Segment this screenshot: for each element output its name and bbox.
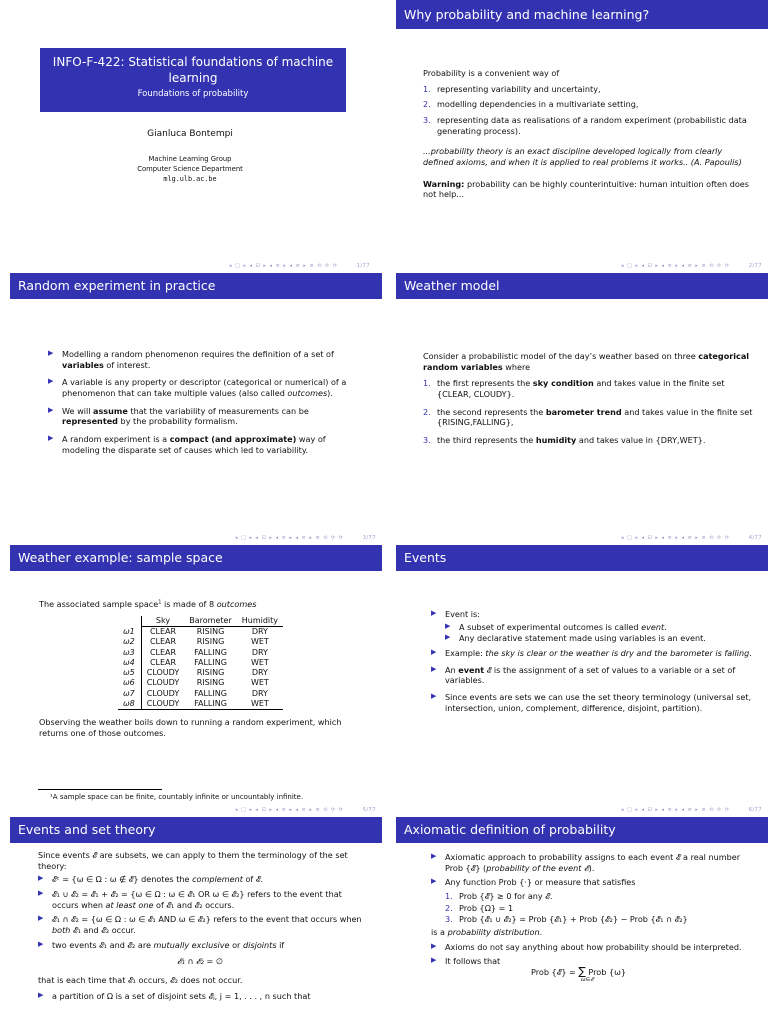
page-number: 6/77 [748, 807, 762, 813]
list-item: 1. the first represents the sky condition and takes value in the finite set {CLEAR, CLOUDY}. [423, 378, 725, 400]
outro-text: that is each time that 𝓔₁ occurs, 𝓔₂ does not occur. [38, 975, 243, 986]
author: Gianluca Bontempi [147, 129, 233, 139]
list-item: 1. Prob {𝓔} ≥ 0 for any 𝓔. [445, 891, 553, 902]
table-cell: DRY [251, 688, 268, 698]
navigation-icons[interactable]: ◂ □ ▸ ◂ ⊡ ▸ ◂ ≡ ▸ ◂ ≡ ▸ ≡ ⟲ ⟳ ⟳ [621, 807, 730, 813]
slide-title-bar: Random experiment in practice [10, 273, 382, 299]
slide-6 [396, 545, 768, 816]
table-cell: WET [250, 678, 269, 688]
table-row [118, 668, 283, 678]
slide-4 [396, 273, 768, 544]
table-cell: CLOUDY [141, 699, 184, 710]
list-item: ▶ Event is: ▶ A subset of experimental outcomes is called event. ▶ Any declarative statement made using variables is an event. [431, 609, 754, 644]
list-item: ▶ A random experiment is a compact (and approximate) way of modeling the disparate set of causes which led to variability. [48, 434, 362, 455]
slide-content [431, 609, 754, 719]
list-item: ▶ An event 𝓔 is the assignment of a set of values to a variable or a set of variables. [431, 665, 754, 686]
list-item: ▶ 𝓔₁ ∩ 𝓔₂ = {ω ∈ Ω : ω ∈ 𝓔₁ AND ω ∈ 𝓔₂} refers to the event that occurs when both 𝓔₁ and 𝓔₂ occur. [38, 914, 362, 935]
list-item: 3. the third represents the humidity and takes value in {DRY,WET}. [423, 435, 706, 446]
warning: Warning: probability can be highly counterintuitive: human intuition often does not help... [423, 178, 749, 200]
outcome-label: ω7 [118, 689, 141, 699]
distribution-text: is a probability distribution. [431, 927, 543, 938]
list-item: 2. the second represents the barometer trend and takes value in the finite set {RISING,FALLING}, [423, 406, 753, 428]
list-item: 1. representing variability and uncertainty, [423, 83, 601, 94]
navigation-icons[interactable]: ◂ □ ▸ ◂ ⊡ ▸ ◂ ≡ ▸ ◂ ≡ ▸ ≡ ⟲ ⟳ ⟳ [621, 263, 730, 269]
footnote-rule [38, 789, 162, 790]
page-number: 4/77 [748, 535, 762, 541]
list-item: ▶ Any function Prob {·} or measure that satisfies 1. Prob {𝓔} ≥ 0 for any 𝓔. 2. Prob {Ω} = 1 3. Prob {𝓔₁ ∪ 𝓔₂} = Prob {𝓔₁} + Prob {𝓔₂} − Prob {𝓔₁ ∩ 𝓔₂} is a probability distribution. [431, 877, 754, 937]
bullet-list [431, 852, 754, 967]
table-row [118, 689, 283, 699]
bullet-list [38, 991, 362, 1002]
table-row [118, 627, 283, 638]
numbered-list [423, 378, 754, 445]
slide-content [423, 351, 754, 451]
list-item: ▶ Since events are sets we can use the set theory terminology (universal set, intersection, union, complement, difference, disjoint, partition). [431, 692, 754, 713]
slide-title-bar: Events [396, 545, 768, 571]
slide-title-line2: learning [168, 71, 218, 85]
numbered-list [445, 891, 754, 925]
slide-3 [10, 273, 382, 544]
intro-text: Since events 𝓔 are subsets, we can apply to them the terminology of the set theory: [38, 850, 348, 871]
intro-text: The associated sample space$^1$ is made of 8 outcomes [39, 599, 257, 609]
table-cell: WET [237, 699, 283, 710]
list-item: ▶ Axiomatic approach to probability assigns to each event 𝓔 a real number Prob {𝓔} (probability of the event 𝓔). [431, 852, 754, 873]
list-item: ▶ A subset of experimental outcomes is called event. [445, 622, 754, 633]
slide-title-bar: Events and set theory [10, 817, 382, 843]
table-row [118, 678, 283, 688]
table-cell: WET [250, 657, 269, 667]
table-cell: CLEAR [149, 627, 177, 637]
table-cell: DRY [251, 647, 268, 657]
table-cell: CLOUDY [146, 678, 180, 688]
list-item: ▶ two events 𝓔₁ and 𝓔₂ are mutually exclusive or disjoints if [38, 940, 362, 951]
outcome-label: ω6 [118, 678, 141, 688]
slide-title-bar: Weather model [396, 273, 768, 299]
list-item: ▶ A variable is any property or descriptor (categorical or numerical) of a phenomenon that can take multiple values (also called outcomes). [48, 377, 362, 398]
column-header: Barometer [184, 616, 236, 627]
list-item: ▶ Axioms do not say anything about how probability should be interpreted. [431, 942, 754, 953]
slide-1 [4, 0, 376, 272]
list-item: 3. Prob {𝓔₁ ∪ 𝓔₂} = Prob {𝓔₁} + Prob {𝓔₂} − Prob {𝓔₁ ∩ 𝓔₂} [445, 914, 688, 925]
table-cell: CLEAR [149, 647, 177, 657]
outcome-label: ω8 [118, 699, 141, 710]
intro-text: Probability is a convenient way of [423, 68, 560, 78]
outcome-label: ω1 [118, 627, 141, 638]
table-row [118, 658, 283, 668]
slide-2 [396, 0, 768, 272]
list-item: ▶ 𝓔₁ ∪ 𝓔₂ = 𝓔₁ + 𝓔₂ = {ω ∈ Ω : ω ∈ 𝓔₁ OR ω ∈ 𝓔₂} refers to the event that occurs when at least one of 𝓔₁ and 𝓔₂ occurs. [38, 889, 362, 910]
table-cell: CLEAR [149, 637, 177, 647]
table-header-row [118, 616, 283, 627]
outcome-label: ω3 [118, 648, 141, 658]
outcome-label: ω2 [118, 637, 141, 647]
outcome-label: ω4 [118, 658, 141, 668]
table-cell: RISING [196, 637, 225, 647]
slide-subtitle: Foundations of probability [137, 89, 249, 99]
slide-content [431, 852, 754, 989]
table-cell: WET [250, 637, 269, 647]
intro-text: Consider a probabilistic model of the day’s weather based on three categorical random variables where [423, 351, 750, 372]
page-number: 1/77 [356, 263, 370, 269]
bullet-list [48, 349, 362, 455]
slide-title-bar: Why probability and machine learning? [396, 0, 768, 29]
sum-equation: Prob {𝓔} = ∑ Prob {ω} ω∈𝓔 [531, 965, 627, 984]
table-row [118, 637, 283, 647]
list-item: ▶ We will assume that the variability of measurements can be represented by the probability formalism. [48, 406, 362, 427]
list-item: ▶ Example: the sky is clear or the weather is dry and the barometer is falling. [431, 648, 754, 659]
table-cell: CLEAR [149, 657, 177, 667]
table-cell: FALLING [194, 647, 227, 657]
table-cell: FALLING [184, 699, 236, 710]
page-number: 5/77 [362, 807, 376, 813]
slide-title-bar: Weather example: sample space [10, 545, 382, 571]
list-item: ▶ Modelling a random phenomenon requires the definition of a set of variables of interest. [48, 349, 362, 370]
navigation-icons[interactable]: ◂ □ ▸ ◂ ⊡ ▸ ◂ ≡ ▸ ◂ ≡ ▸ ≡ ⟲ ⟳ ⟳ [235, 807, 344, 813]
slide-7 [10, 817, 382, 1024]
navigation-icons[interactable]: ◂ □ ▸ ◂ ⊡ ▸ ◂ ≡ ▸ ◂ ≡ ▸ ≡ ⟲ ⟳ ⟳ [229, 263, 338, 269]
slide-content [38, 850, 362, 1007]
list-item: 2. modelling dependencies in a multivariate setting, [423, 99, 639, 110]
list-item: ▶ It follows that [431, 956, 754, 967]
outcome-label: ω5 [118, 668, 141, 678]
disjoint-equation: 𝓔₁ ∩ 𝓔₂ = ∅ [177, 956, 223, 967]
list-item: 3. representing data as realisations of a random experiment (probabilistic data generating process). [423, 115, 747, 136]
navigation-icons[interactable]: ◂ □ ▸ ◂ ⊡ ▸ ◂ ≡ ▸ ◂ ≡ ▸ ≡ ⟲ ⟳ ⟳ [621, 535, 730, 541]
navigation-icons[interactable]: ◂ □ ▸ ◂ ⊡ ▸ ◂ ≡ ▸ ◂ ≡ ▸ ≡ ⟲ ⟳ ⟳ [235, 535, 344, 541]
table-cell: RISING [196, 627, 225, 637]
table-row [118, 699, 283, 710]
table-cell: CLOUDY [146, 688, 180, 698]
institution-url[interactable]: mlg.ulb.ac.be [163, 175, 217, 183]
table-cell: DRY [251, 627, 268, 637]
institution-2: Computer Science Department [137, 165, 243, 173]
title-box [40, 48, 346, 112]
slide-title-bar: Axiomatic definition of probability [396, 817, 768, 843]
table-cell: FALLING [194, 657, 227, 667]
numbered-list [423, 84, 754, 137]
footnote: ¹A sample space can be finite, countably infinite or uncountably infinite. [50, 793, 304, 801]
table-cell: FALLING [194, 688, 227, 698]
slide-content [39, 599, 362, 738]
table-row [118, 648, 283, 658]
list-item: ▶ a partition of Ω is a set of disjoint sets 𝓔ⱼ, j = 1, . . . , n such that [38, 991, 362, 1002]
list-item: ▶ Any declarative statement made using variables is an event. [445, 633, 754, 644]
table-cell: RISING [196, 678, 225, 688]
table-cell: CLOUDY [146, 668, 180, 678]
table-cell: DRY [251, 668, 268, 678]
page-number: 2/77 [748, 263, 762, 269]
outro-text: Observing the weather boils down to running a random experiment, which returns one of those outcomes. [39, 717, 342, 738]
slide-title-line1: INFO-F-422: Statistical foundations of machine [52, 55, 334, 69]
sub-bullet-list [445, 622, 754, 644]
bullet-list [38, 874, 362, 950]
slide-5 [10, 545, 382, 816]
sample-space-table [118, 616, 283, 710]
list-item: ▶ 𝓔ᶜ = {ω ∈ Ω : ω ∉ 𝓔} denotes the complement of 𝓔. [38, 874, 362, 885]
slide-content [423, 68, 754, 200]
column-header: Humidity [237, 616, 283, 627]
list-item: 2. Prob {Ω} = 1 [445, 902, 514, 913]
page-number: 3/77 [362, 535, 376, 541]
bullet-list [431, 609, 754, 713]
table-cell: RISING [196, 668, 225, 678]
slide-content [48, 349, 362, 461]
column-header: Sky [141, 616, 184, 627]
institution-1: Machine Learning Group [148, 155, 232, 163]
slide-8 [396, 817, 768, 1024]
quote: ...probability theory is an exact discipline developed logically from clearly defined axioms, and when it is applied to real problems it works.. (A. Papoulis) [423, 146, 742, 168]
